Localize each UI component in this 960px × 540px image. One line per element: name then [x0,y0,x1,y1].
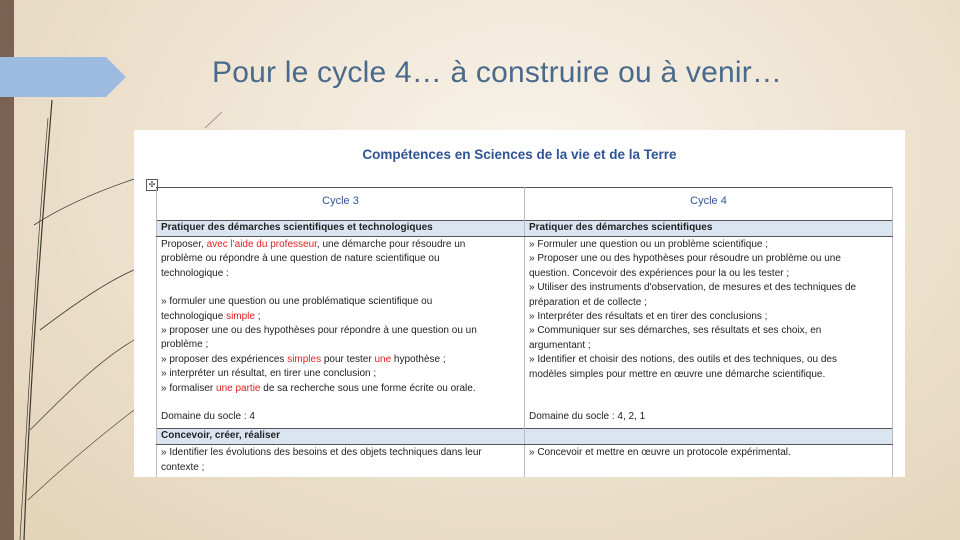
document-heading: Compétences en Sciences de la vie et de la Terre [362,147,677,162]
text-line: modèles simples pour mettre en œuvre une démarche scientifique. [529,368,826,380]
cycle3-concevoir-cell [157,445,525,477]
title-tab-arrow [0,57,126,97]
text-line: » interpréter un résultat, en tirer une conclusion ; [161,368,377,380]
section2-title-empty [525,429,893,445]
text-line: Proposer, avec l'aide du professeur, une démarche pour résoudre un [161,239,466,250]
table-anchor-icon: ✣ [146,179,158,191]
text-line: » proposer une ou des hypothèses pour répondre à une question ou un [161,325,477,337]
section2-title: Concevoir, créer, réaliser [157,429,525,445]
document-screenshot [134,130,905,477]
section2-content-row [157,445,893,477]
domain-line: Domaine du socle : 4, 2, 1 [529,411,646,423]
domain-line: Domaine du socle : 4 [161,411,255,423]
text-line: technologique simple ; [161,310,261,322]
section1-right-title: Pratiquer des démarches scientifiques [525,221,893,237]
text-line: » proposer des expériences simples pour tester une hypothèse ; [161,353,446,365]
text-line: » Identifier les évolutions des besoins et des objets techniques dans leur [161,447,482,459]
competences-table [156,187,893,477]
section1-left-title: Pratiquer des démarches scientifiques et technologiques [157,221,525,237]
text-line: technologique : [161,267,229,279]
column-header-cycle4: Cycle 4 [525,188,893,221]
text-line: question. Concevoir des expériences pour la ou les tester ; [529,267,790,279]
table-header-row [157,188,893,221]
text-line: préparation et de collecte ; [529,296,647,308]
text-line: problème ; [161,339,209,351]
section-row-demarches [157,221,893,237]
slide-title: Pour le cycle 4… à construire ou à venir… [212,56,783,89]
text-line: contexte ; [161,461,205,473]
text-line: argumentant ; [529,339,591,351]
column-header-cycle3: Cycle 3 [157,188,525,221]
text-line: » Formuler une question ou un problème scientifique ; [529,239,769,250]
section-row-concevoir [157,429,893,445]
text-line: » Proposer une ou des hypothèses pour résoudre un problème ou une [529,253,841,265]
text-line: » formaliser une partie de sa recherche sous une forme écrite ou orale. [161,382,476,394]
text-line: » Interpréter des résultats et en tirer des conclusions ; [529,311,768,323]
text-line: problème ou répondre à une question de nature scientifique ou [161,253,440,265]
text-line: » formuler une question ou une problématique scientifique ou [161,296,433,308]
text-line: » Communiquer sur ses démarches, ses résultats et ses choix, en [529,325,822,337]
section1-content-row [157,237,893,429]
cycle4-demarches-cell [525,237,893,429]
cycle4-concevoir-cell [525,445,893,477]
text-line: » Identifier et choisir des notions, des outils et des techniques, ou des [529,354,837,366]
text-line: » Concevoir et mettre en œuvre un protocole expérimental. [529,447,791,459]
text-line: » Utiliser des instruments d'observation, de mesures et des techniques de [529,282,857,294]
cycle3-demarches-cell [157,237,525,429]
